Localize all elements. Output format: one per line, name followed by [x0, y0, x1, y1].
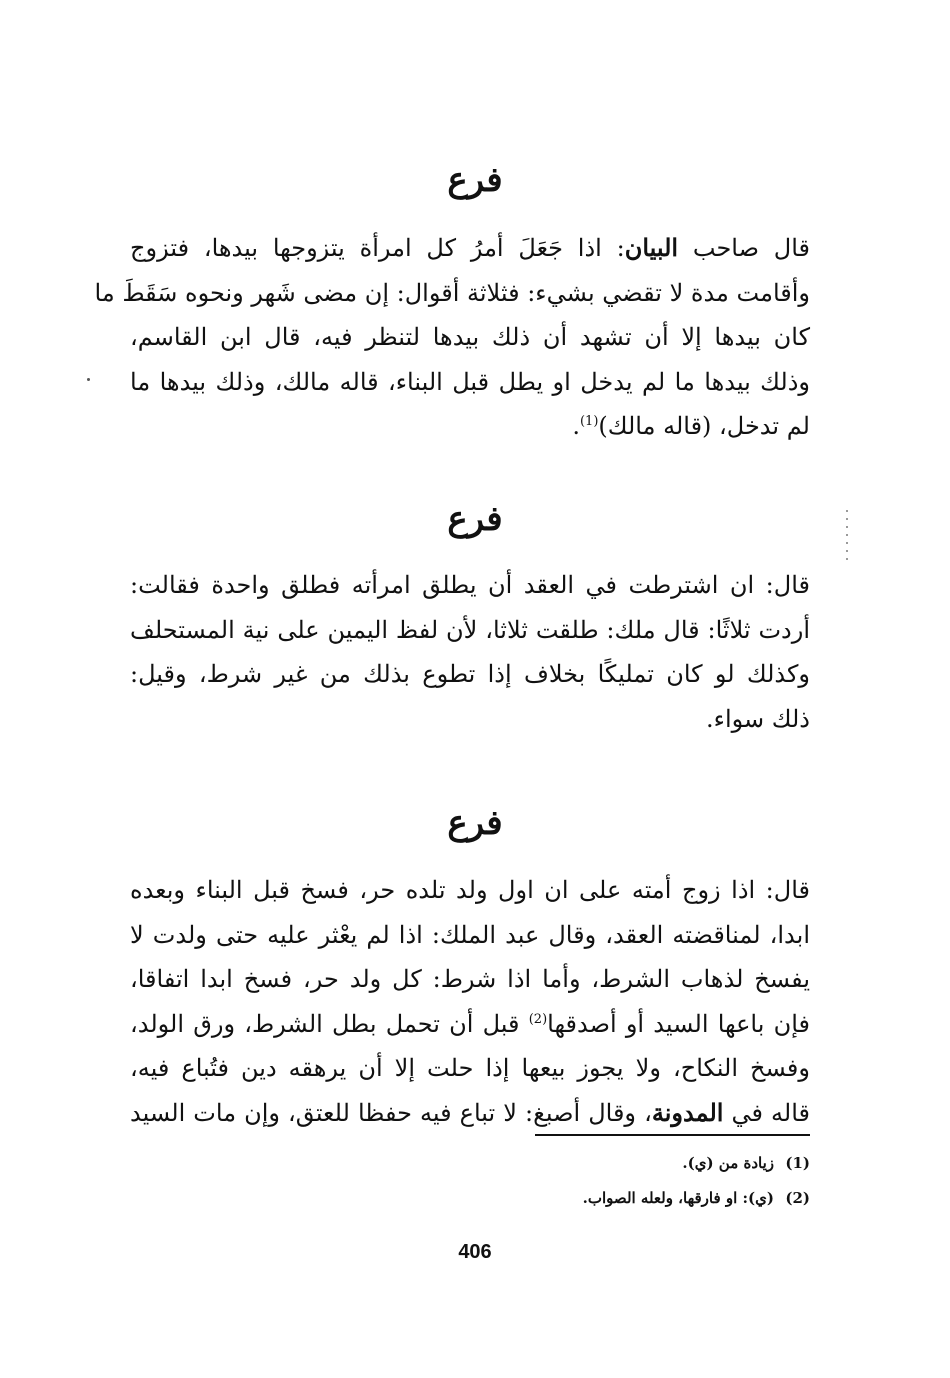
- footnote-marker: (2): [528, 1011, 548, 1027]
- footnote-marker: (1): [579, 414, 599, 429]
- section-heading: فرع: [447, 499, 503, 539]
- footnote-number: (1): [785, 1154, 810, 1172]
- section-heading: فرع: [447, 160, 503, 200]
- footnote-number: (2): [785, 1189, 810, 1207]
- paragraph-line: ذلك سواء.: [706, 704, 810, 733]
- paragraph-line: وأقامت مدة لا تقضي بشيء: فثلاثة أقوال: إن مضى شَهر ونحوه سَقَطَ ما: [94, 278, 810, 307]
- paragraph-line: قال: ان اشترطت في العقد أن يطلق امرأته فطلق واحدة فقالت:: [130, 571, 810, 599]
- paragraph-line: فإن باعها السيد أو أصدقها$^{(2)}$ قبل أن تحمل بطل الشرط، ورق الولد،: [130, 1009, 811, 1038]
- book-title: المدونة: [651, 1097, 724, 1127]
- footnote: [300, 1189, 810, 1207]
- footnote-text: زيادة من (ي).: [682, 1154, 774, 1172]
- section-paragraph: [130, 868, 810, 1135]
- footnote-text: (ي): او فارقها، ولعله الصواب.: [582, 1189, 774, 1207]
- paragraph-line: أردت ثلاثًا: قال ملك: طلقت ثلاثا، لأن لفظ اليمين على نية المستحلف: [130, 615, 810, 644]
- footnote: [300, 1154, 810, 1172]
- paragraph-line: قال: اذا زوج أمته على ان اول ولد تلده حر، فسخ قبل البناء وبعده: [130, 876, 810, 904]
- page-number: 406: [458, 1241, 492, 1263]
- paragraph-line: لم تدخل، (قاله مالك)$^{(1)}$.: [572, 412, 810, 440]
- paragraph-line: قاله في المدونة، وقال أصبغ: لا تباع فيه حفظا للعتق، وإن مات السيد: [130, 1097, 811, 1127]
- section-paragraph: [94, 226, 811, 449]
- scan-edge-mark: [846, 510, 848, 560]
- paragraph-line: يفسخ لذهاب الشرط، وأما اذا شرط: كل ولد حر، فسخ ابدا اتفاقا،: [130, 965, 810, 993]
- paragraph-line: كان بيدها إلا أن تشهد أن ذلك بيدها لتنظر فيه، قال ابن القاسم،: [130, 323, 810, 351]
- book-title: البيان: [624, 233, 679, 262]
- paragraph-line: وفسخ النكاح، ولا يجوز بيعها إذا حلت إلا أن يرهقه دين فتُباع فيه،: [130, 1054, 810, 1082]
- section-heading: فرع: [447, 803, 503, 843]
- paragraph-line: وذلك بيدها ما لم يدخل او يطل قبل البناء، قاله مالك، وذلك بيدها ما: [130, 367, 810, 396]
- scan-speck: [87, 378, 90, 381]
- footnote-divider: [535, 1134, 810, 1136]
- paragraph-line: وكذلك لو كان تمليكًا بخلاف إذا تطوع بذلك من غير شرط، وقيل:: [130, 660, 810, 688]
- section-paragraph: [130, 563, 810, 741]
- paragraph-line: قال صاحب البيان: اذا جَعَلَ أمرُ كل امرأة يتزوجها بيدها، فتزوج: [130, 233, 811, 262]
- paragraph-line: ابدا، لمناقضته العقد، وقال عبد الملك: اذا لم يعْثر عليه حتى ولدت لا: [130, 920, 810, 949]
